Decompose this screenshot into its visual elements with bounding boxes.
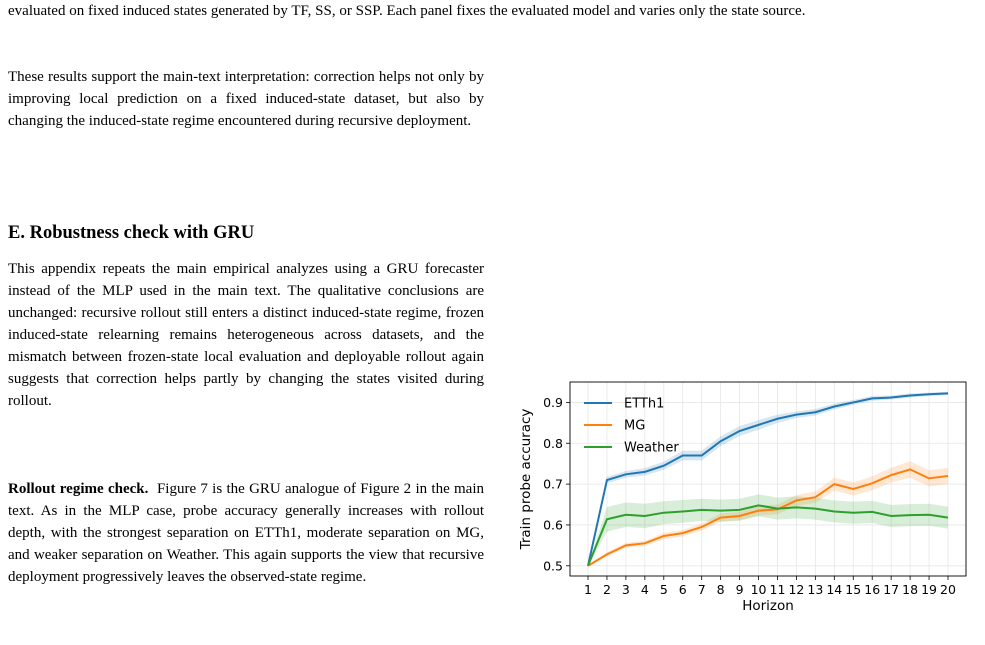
confidence-band-weather <box>588 494 948 565</box>
paragraph-rollout-regime <box>8 478 484 588</box>
y-tick-label: 0.9 <box>543 394 563 410</box>
x-tick-label: 12 <box>788 582 805 597</box>
x-tick-label: 7 <box>697 582 706 597</box>
x-tick-label: 18 <box>902 582 919 597</box>
paragraph-appendix-intro: This appendix repeats the main empirical analyzes using a GRU forecaster instead of the MLP used in the main text. The qualitative conclusions are unchanged: recursive rollout still enters a distinct induced-state regime, frozen induced-state relearning remains heterogeneous across datasets, and the mismatch between frozen-state local evaluation and deployable rollout again suggests that correction helps partly by changing the states visited during rollout. <box>8 261 484 409</box>
x-tick-label: 17 <box>883 582 900 597</box>
probe-accuracy-chart <box>516 378 976 618</box>
x-tick-label: 14 <box>826 582 843 597</box>
x-tick-label: 1 <box>584 582 592 597</box>
x-tick-label: 8 <box>716 582 725 597</box>
legend-label-mg: MG <box>624 418 646 434</box>
section-heading: E. Robustness check with GRU <box>8 223 255 243</box>
x-tick-label: 11 <box>769 582 786 597</box>
y-axis-label: Train probe accuracy <box>518 408 534 550</box>
paragraph-results-support: These results support the main-text interpretation: correction helps not only by improving local prediction on a fixed induced-state dataset, but also by changing the induced-state regime encountered during recursive deployment. <box>8 69 484 129</box>
x-tick-label: 3 <box>621 582 630 597</box>
x-tick-label: 6 <box>678 582 687 597</box>
x-tick-label: 19 <box>921 582 938 597</box>
y-tick-label: 0.5 <box>543 558 563 574</box>
figure-caption-continuation: evaluated on fixed induced states generated by TF, SS, or SSP. Each panel fixes the evaluated model and varies only the state source. <box>8 3 806 19</box>
runin-heading: Rollout regime check. <box>8 481 149 497</box>
y-tick-label: 0.7 <box>543 476 563 492</box>
x-axis-label: Horizon <box>742 598 794 614</box>
paragraph-rollout-text: Figure 7 is the GRU analogue of Figure 2 in the main text. As in the MLP case, probe accuracy generally increases with rollout depth, with the strongest separation on ETTh1, moderate separation on MG, and weaker separation on Weather. This again supports the view that recursive deployment progressively leaves the observed-state regime. <box>8 481 485 585</box>
legend-label-weather: Weather <box>624 440 679 456</box>
x-tick-label: 13 <box>807 582 824 597</box>
legend-label-etth1: ETTh1 <box>624 396 665 412</box>
x-tick-label: 20 <box>940 582 956 597</box>
y-tick-label: 0.8 <box>543 435 563 451</box>
y-tick-label: 0.6 <box>543 517 563 533</box>
x-tick-label: 2 <box>602 582 611 597</box>
x-tick-label: 16 <box>864 582 881 597</box>
x-tick-label: 4 <box>640 582 649 597</box>
x-tick-label: 10 <box>750 582 767 597</box>
legend <box>584 397 679 456</box>
x-tick-label: 9 <box>735 582 744 597</box>
x-tick-label: 5 <box>659 582 668 597</box>
x-tick-label: 15 <box>845 582 862 597</box>
